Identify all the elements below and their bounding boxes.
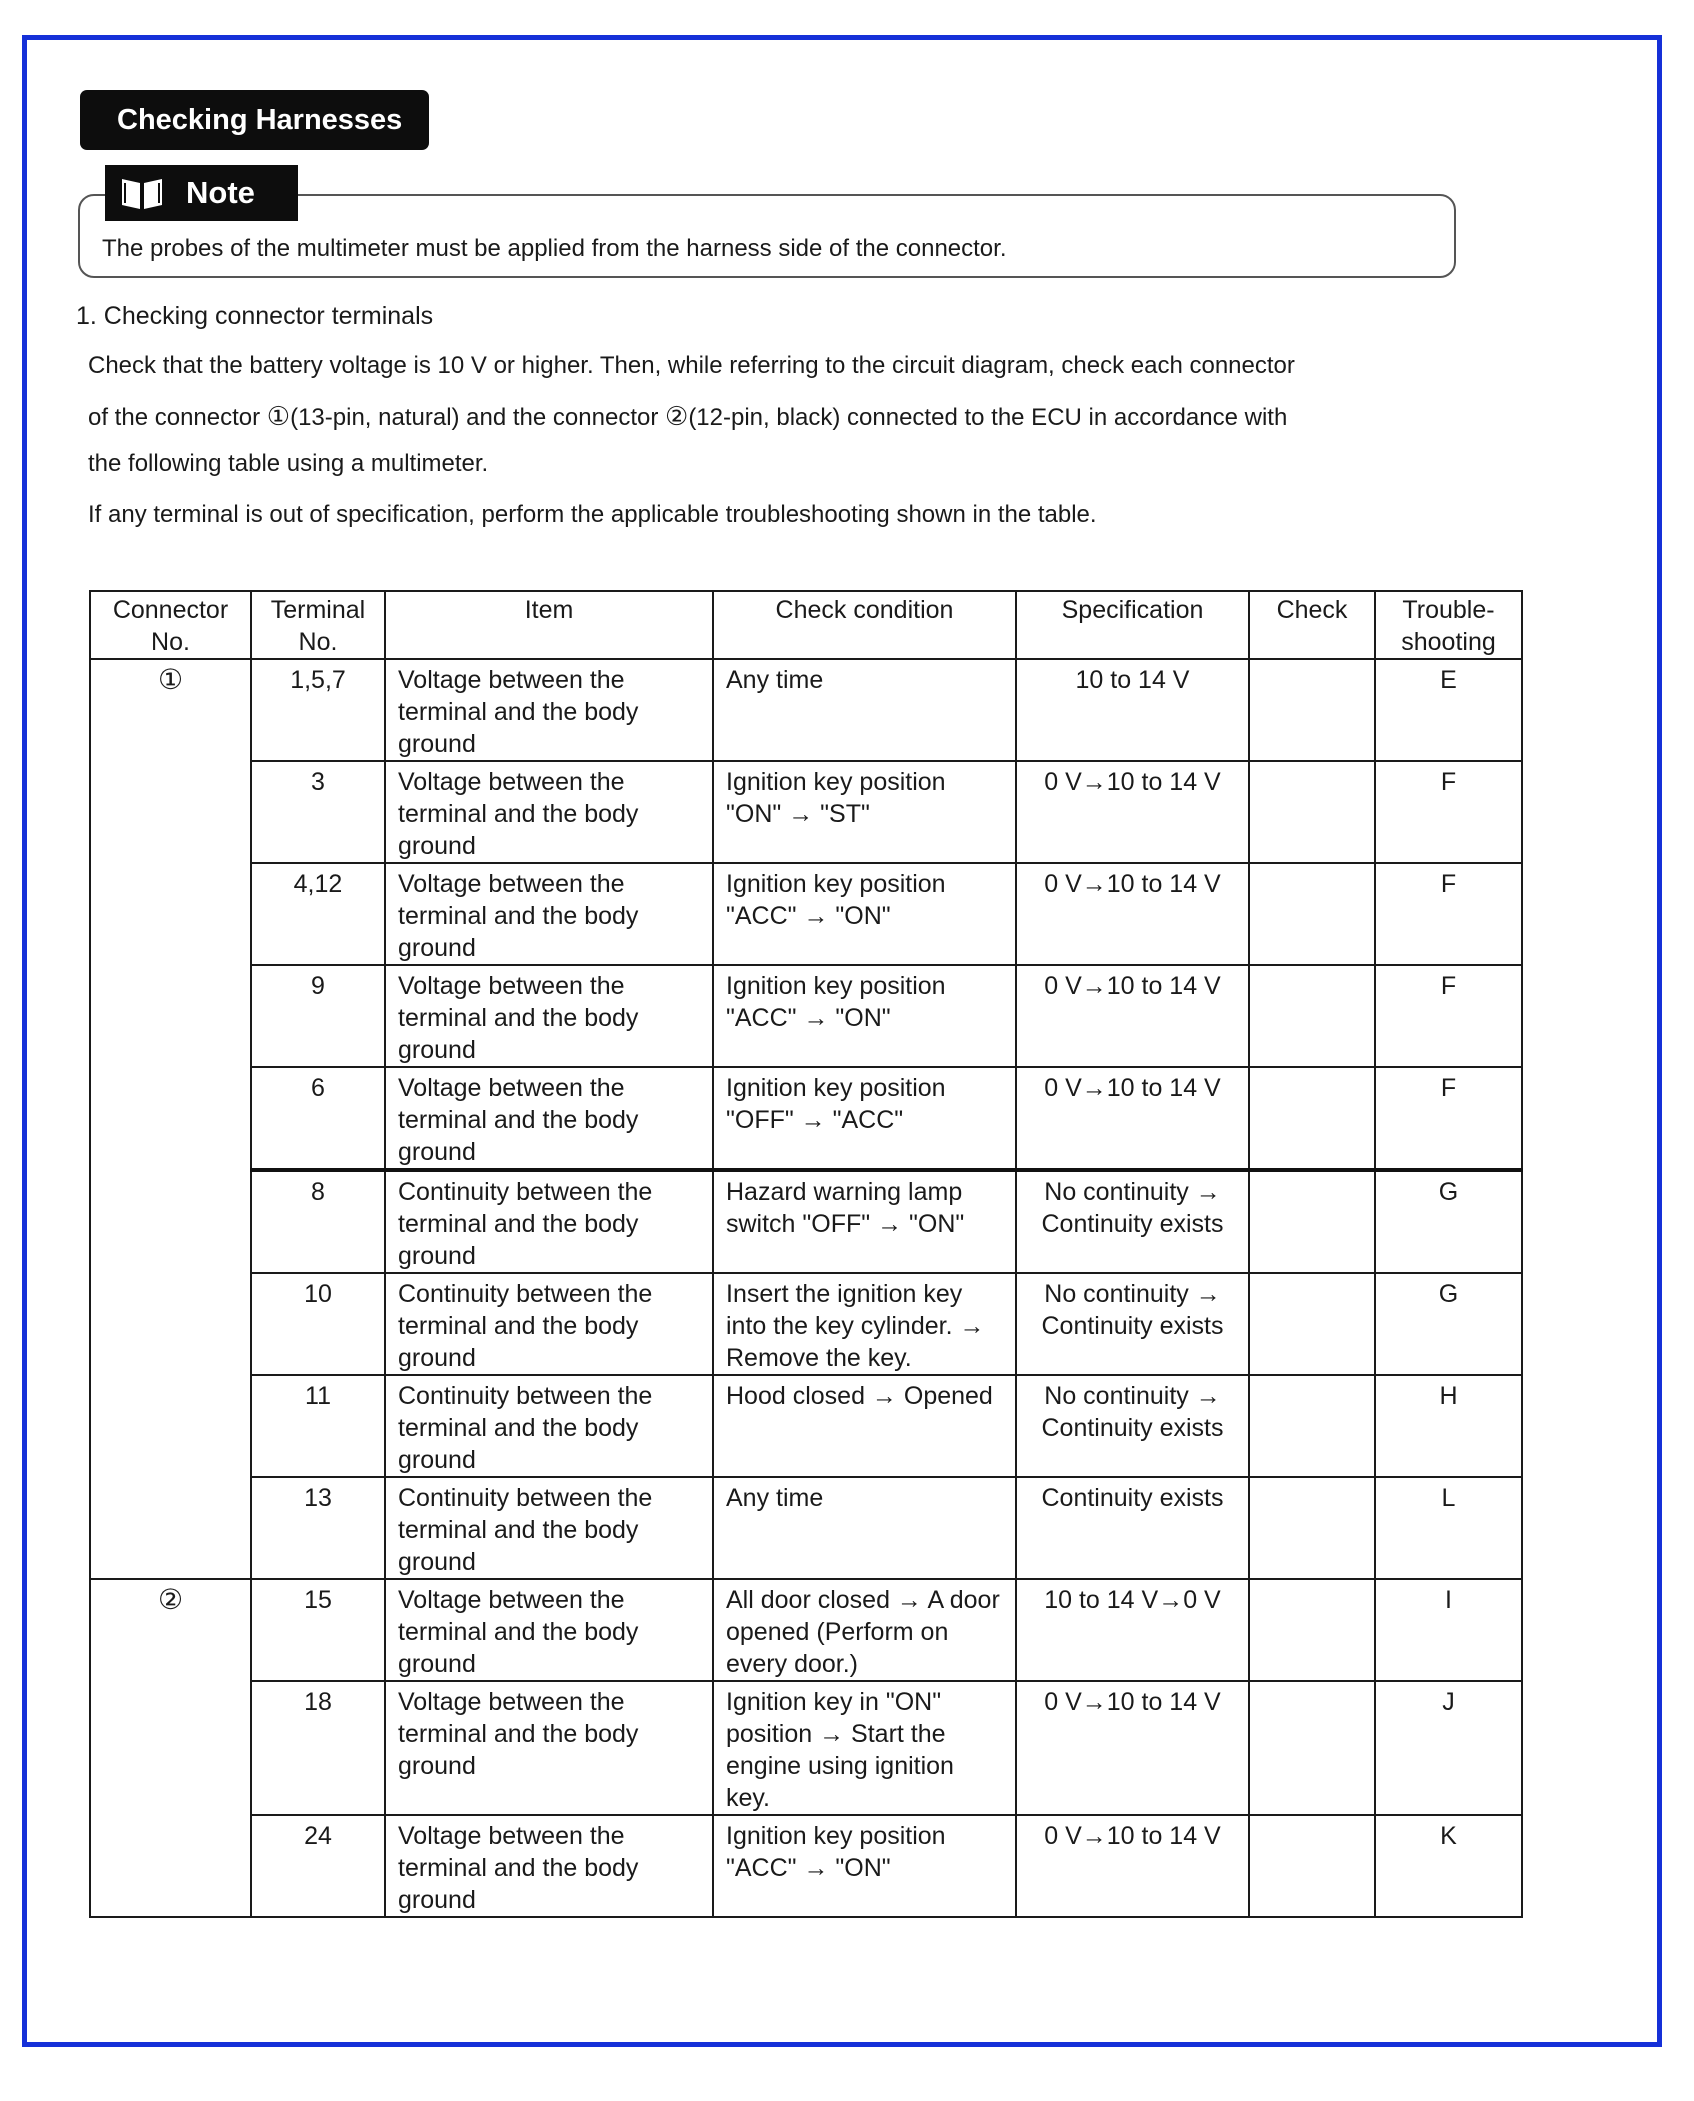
- troubleshooting-cell: K: [1375, 1815, 1522, 1917]
- condition-cell: Ignition key position "ACC" → "ON": [713, 1815, 1016, 1917]
- instruction-line-3: the following table using a multimeter.: [88, 450, 489, 477]
- check-cell[interactable]: [1249, 965, 1375, 1067]
- check-cell[interactable]: [1249, 1273, 1375, 1375]
- spec-cell: 0 V→10 to 14 V: [1016, 965, 1249, 1067]
- condition-cell: Insert the ignition key into the key cylinder. → Remove the key.: [713, 1273, 1016, 1375]
- spec-cell: No continuity → Continuity exists: [1016, 1273, 1249, 1375]
- condition-cell: Ignition key position "ON" → "ST": [713, 761, 1016, 863]
- spec-cell: Continuity exists: [1016, 1477, 1249, 1579]
- terminal-cell: 13: [251, 1477, 385, 1579]
- item-cell: Continuity between the terminal and the body ground: [385, 1477, 713, 1579]
- connector-2-symbol: ②: [665, 402, 689, 432]
- spec-cell: No continuity → Continuity exists: [1016, 1170, 1249, 1273]
- check-cell[interactable]: [1249, 863, 1375, 965]
- troubleshooting-cell: L: [1375, 1477, 1522, 1579]
- terminal-cell: 6: [251, 1067, 385, 1170]
- item-cell: Continuity between the terminal and the body ground: [385, 1273, 713, 1375]
- troubleshooting-cell: F: [1375, 863, 1522, 965]
- table-row: [90, 1815, 1522, 1917]
- item-cell: Continuity between the terminal and the body ground: [385, 1375, 713, 1477]
- item-cell: Voltage between the terminal and the body ground: [385, 863, 713, 965]
- troubleshooting-cell: G: [1375, 1273, 1522, 1375]
- instruction-line-1: Check that the battery voltage is 10 V or higher. Then, while referring to the circuit diagram, check each connector: [88, 352, 1295, 379]
- terminal-cell: 18: [251, 1681, 385, 1815]
- terminal-cell: 3: [251, 761, 385, 863]
- spec-cell: 0 V→10 to 14 V: [1016, 863, 1249, 965]
- open-book-icon: [118, 173, 166, 213]
- check-cell[interactable]: [1249, 1067, 1375, 1170]
- condition-cell: Ignition key position "OFF" → "ACC": [713, 1067, 1016, 1170]
- table-row: [90, 659, 1522, 761]
- item-cell: Voltage between the terminal and the body ground: [385, 1815, 713, 1917]
- terminal-cell: 1,5,7: [251, 659, 385, 761]
- header-troubleshooting: Trouble-shooting: [1375, 591, 1522, 659]
- header-terminal-no: Terminal No.: [251, 591, 385, 659]
- spec-cell: 0 V→10 to 14 V: [1016, 1067, 1249, 1170]
- condition-cell: Any time: [713, 1477, 1016, 1579]
- condition-cell: Hazard warning lamp switch "OFF" → "ON": [713, 1170, 1016, 1273]
- table-row: [90, 1375, 1522, 1477]
- line2-text-a: of the connector: [88, 404, 267, 431]
- table-row: [90, 965, 1522, 1067]
- table-row: [90, 863, 1522, 965]
- header-specification: Specification: [1016, 591, 1249, 659]
- check-cell[interactable]: [1249, 1375, 1375, 1477]
- table-row: [90, 1170, 1522, 1273]
- condition-cell: Ignition key in "ON" position → Start the engine using ignition key.: [713, 1681, 1016, 1815]
- table-row: [90, 761, 1522, 863]
- troubleshooting-cell: F: [1375, 1067, 1522, 1170]
- item-cell: Voltage between the terminal and the body ground: [385, 1067, 713, 1170]
- spec-cell: 0 V→10 to 14 V: [1016, 1815, 1249, 1917]
- section-heading: 1. Checking connector terminals: [76, 302, 434, 330]
- check-cell[interactable]: [1249, 1579, 1375, 1681]
- connector-cell-2: ②: [90, 1579, 251, 1917]
- section-title-badge: [80, 90, 429, 150]
- check-cell[interactable]: [1249, 1170, 1375, 1273]
- terminal-cell: 8: [251, 1170, 385, 1273]
- header-check-condition: Check condition: [713, 591, 1016, 659]
- table-row: [90, 1477, 1522, 1579]
- table-row: [90, 1273, 1522, 1375]
- header-check: Check: [1249, 591, 1375, 659]
- section-title: Checking Harnesses: [117, 104, 403, 136]
- table-header-row: [90, 591, 1522, 659]
- check-cell[interactable]: [1249, 1681, 1375, 1815]
- item-cell: Voltage between the terminal and the body ground: [385, 761, 713, 863]
- spec-cell: 10 to 14 V: [1016, 659, 1249, 761]
- check-cell[interactable]: [1249, 659, 1375, 761]
- note-text: The probes of the multimeter must be applied from the harness side of the connector.: [102, 235, 1007, 262]
- terminal-check-table: [89, 590, 1523, 1918]
- line2-text-b: (13-pin, natural) and the connector: [290, 404, 665, 431]
- spec-cell: 0 V→10 to 14 V: [1016, 1681, 1249, 1815]
- troubleshooting-cell: G: [1375, 1170, 1522, 1273]
- spec-cell: 10 to 14 V→0 V: [1016, 1579, 1249, 1681]
- table-row: [90, 1579, 1522, 1681]
- condition-cell: All door closed → A door opened (Perform on every door.): [713, 1579, 1016, 1681]
- note-label: Note: [186, 175, 255, 210]
- item-cell: Continuity between the terminal and the body ground: [385, 1170, 713, 1273]
- troubleshooting-cell: J: [1375, 1681, 1522, 1815]
- troubleshooting-cell: E: [1375, 659, 1522, 761]
- item-cell: Voltage between the terminal and the body ground: [385, 659, 713, 761]
- terminal-cell: 10: [251, 1273, 385, 1375]
- check-cell[interactable]: [1249, 761, 1375, 863]
- connector-cell-1: ①: [90, 659, 251, 1579]
- troubleshooting-cell: F: [1375, 965, 1522, 1067]
- spec-cell: 0 V→10 to 14 V: [1016, 761, 1249, 863]
- condition-cell: Ignition key position "ACC" → "ON": [713, 863, 1016, 965]
- troubleshooting-cell: I: [1375, 1579, 1522, 1681]
- check-cell[interactable]: [1249, 1477, 1375, 1579]
- header-item: Item: [385, 591, 713, 659]
- item-cell: Voltage between the terminal and the body ground: [385, 1681, 713, 1815]
- instruction-line-2: [88, 402, 1518, 432]
- condition-cell: Ignition key position "ACC" → "ON": [713, 965, 1016, 1067]
- connector-1-symbol: ①: [266, 402, 291, 432]
- header-connector-no: Connector No.: [90, 591, 251, 659]
- terminal-cell: 11: [251, 1375, 385, 1477]
- troubleshooting-cell: H: [1375, 1375, 1522, 1477]
- condition-cell: Any time: [713, 659, 1016, 761]
- table-row: [90, 1067, 1522, 1170]
- table-row: [90, 1681, 1522, 1815]
- troubleshooting-cell: F: [1375, 761, 1522, 863]
- item-cell: Voltage between the terminal and the body ground: [385, 965, 713, 1067]
- item-cell: Voltage between the terminal and the body ground: [385, 1579, 713, 1681]
- terminal-cell: 4,12: [251, 863, 385, 965]
- condition-cell: Hood closed → Opened: [713, 1375, 1016, 1477]
- instruction-line-4: If any terminal is out of specification, perform the applicable troubleshooting shown in the table.: [88, 501, 1097, 528]
- check-cell[interactable]: [1249, 1815, 1375, 1917]
- line2-text-c: (12-pin, black) connected to the ECU in accordance with: [688, 404, 1288, 431]
- terminal-cell: 9: [251, 965, 385, 1067]
- spec-cell: No continuity → Continuity exists: [1016, 1375, 1249, 1477]
- terminal-cell: 24: [251, 1815, 385, 1917]
- note-tab: [105, 165, 298, 221]
- terminal-cell: 15: [251, 1579, 385, 1681]
